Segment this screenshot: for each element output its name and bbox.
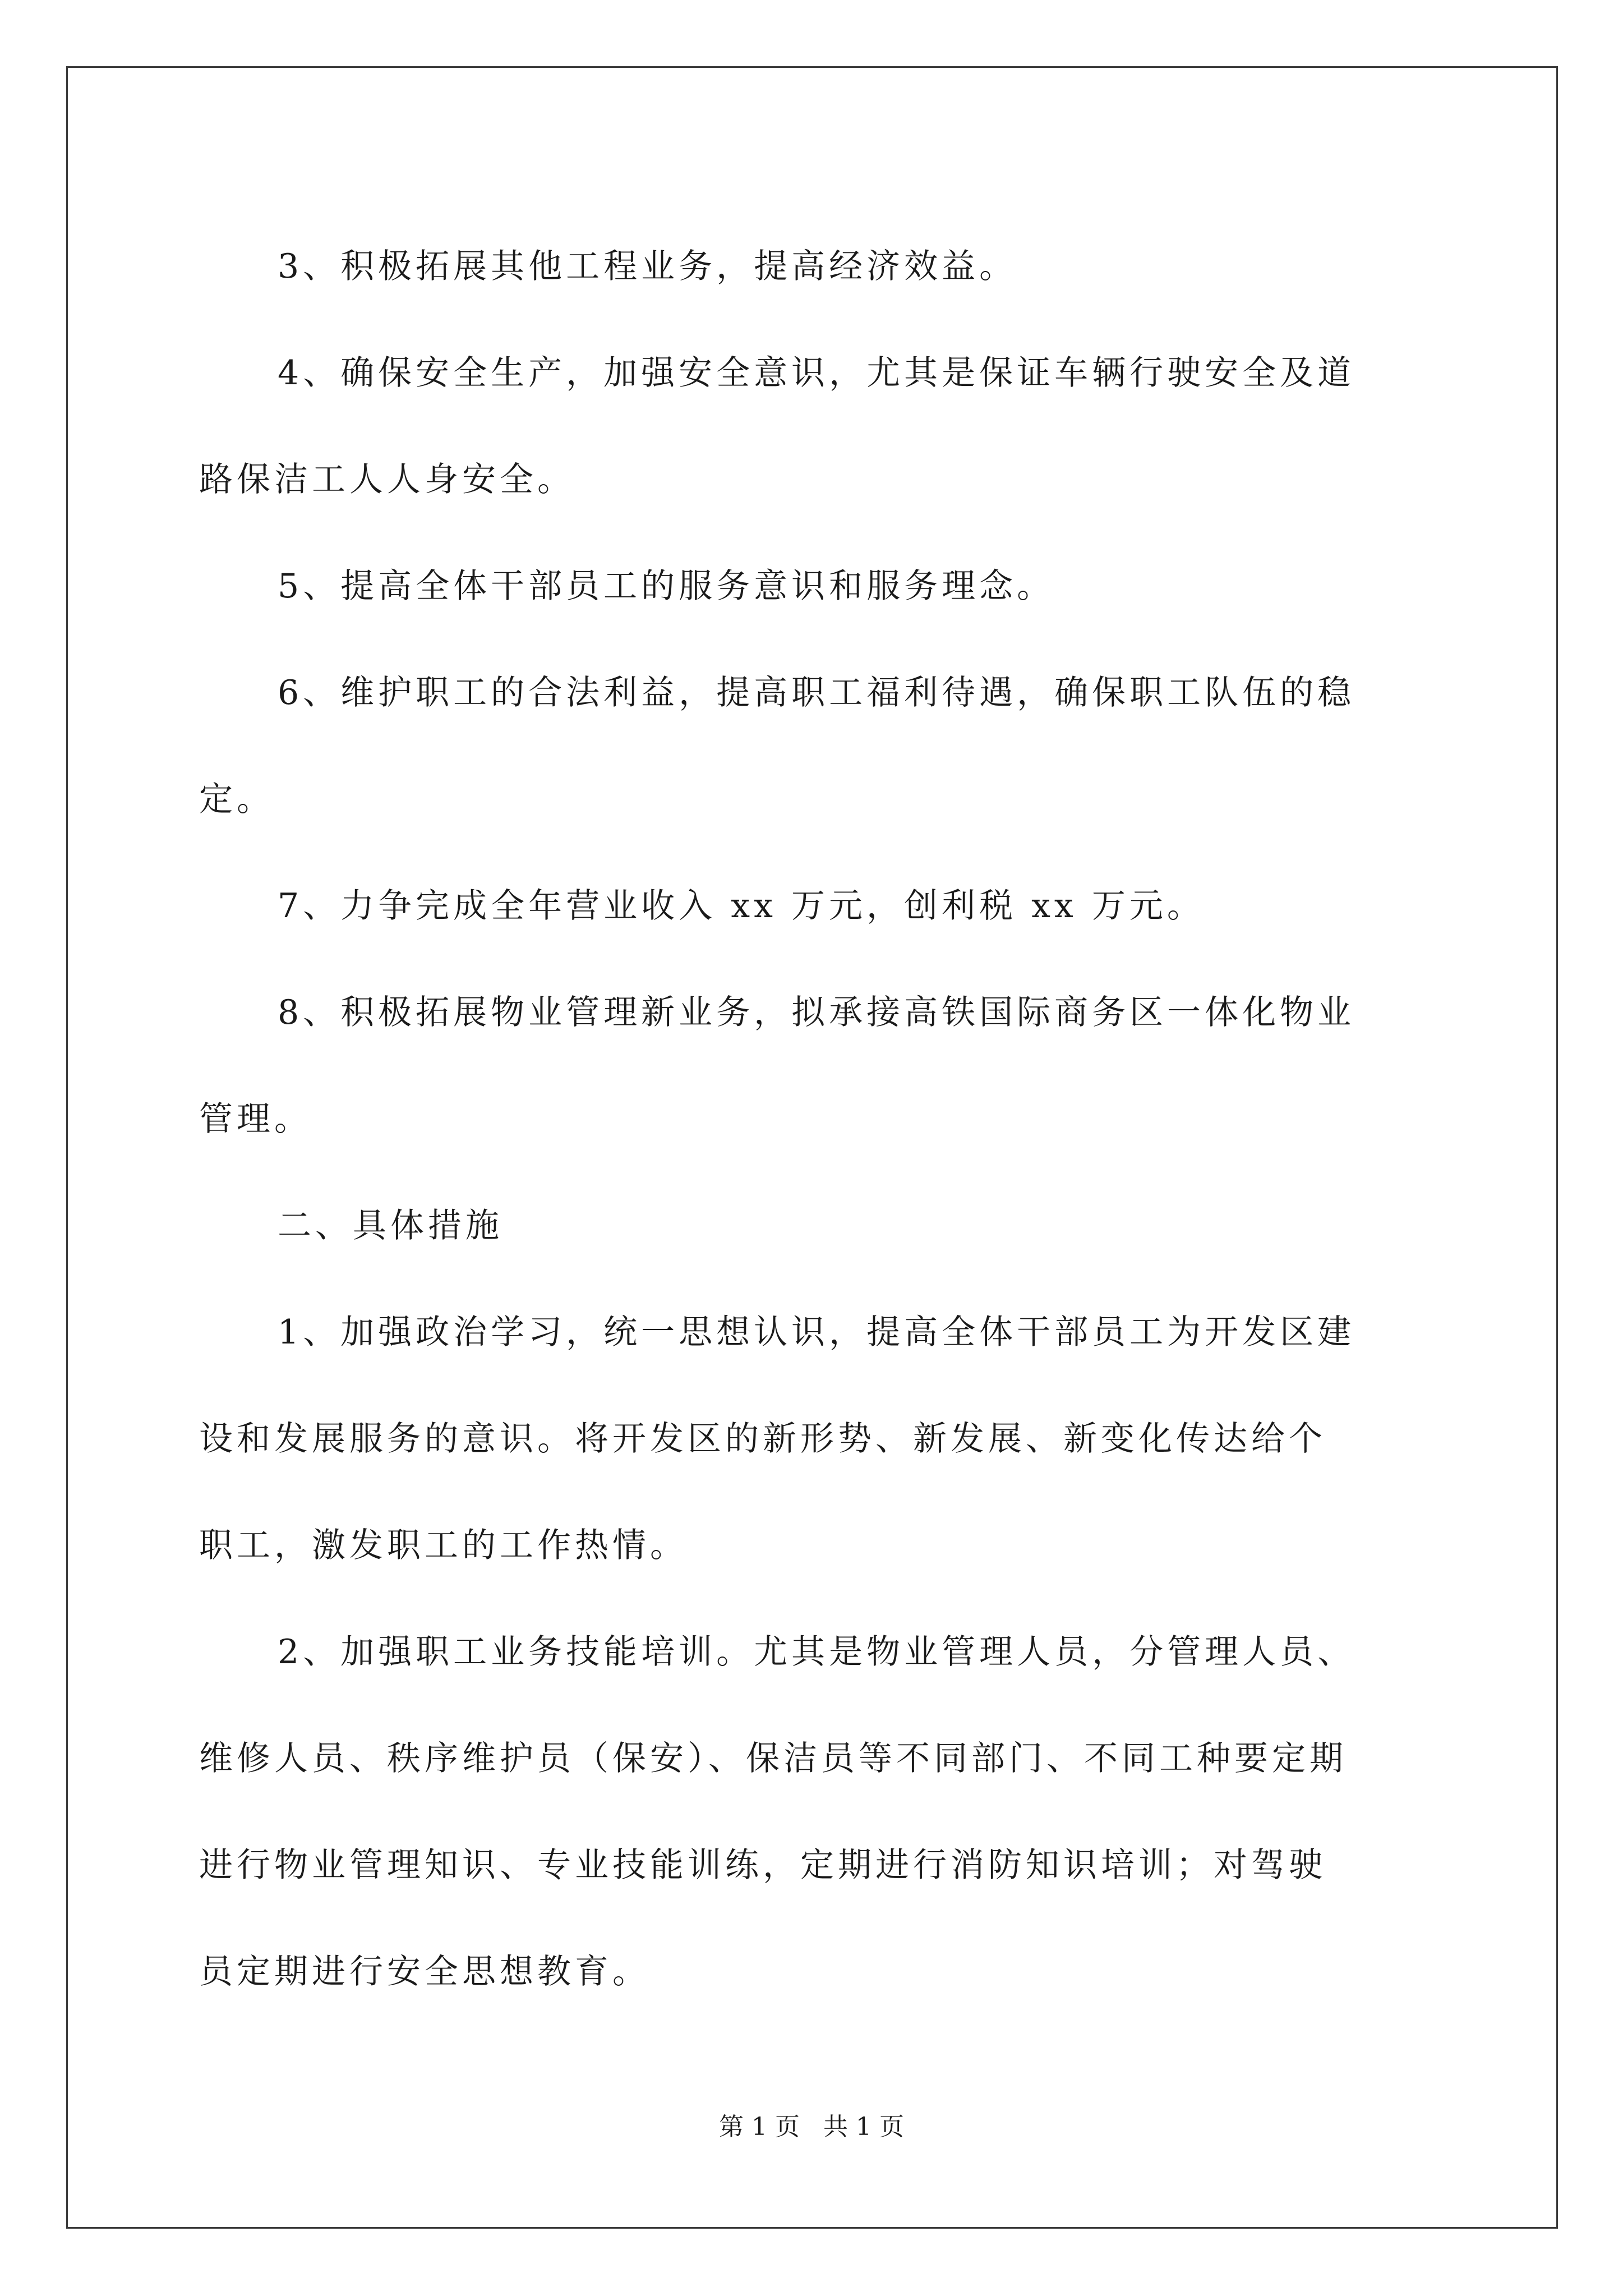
text-line: 管理。: [199, 1099, 312, 1139]
section-heading: 二、具体措施: [278, 1206, 503, 1245]
text-line: 6、维护职工的合法利益，提高职工福利待遇，确保职工队伍的稳: [278, 673, 1355, 712]
text-line: 路保洁工人人身安全。: [199, 460, 575, 499]
text-line: 设和发展服务的意识。将开发区的新形势、新发展、新变化传达给个: [199, 1419, 1326, 1458]
text-line: 7、力争完成全年营业收入 xx 万元，创利税 xx 万元。: [278, 886, 1205, 926]
text-line: 2、加强职工业务技能培训。尤其是物业管理人员，分管理人员、: [278, 1632, 1355, 1672]
text-line: 维修人员、秩序维护员（保安）、保洁员等不同部门、不同工种要定期: [199, 1739, 1347, 1778]
document-body: [199, 213, 1422, 2025]
text-line: 5、提高全体干部员工的服务意识和服务理念。: [278, 567, 1055, 606]
text-line: 进行物业管理知识、专业技能训练，定期进行消防知识培训；对驾驶: [199, 1846, 1326, 1885]
text-line: 1、加强政治学习，统一思想认识，提高全体干部员工为开发区建: [278, 1313, 1355, 1352]
text-line: 8、积极拓展物业管理新业务，拟承接高铁国际商务区一体化物业: [278, 993, 1355, 1032]
text-line: 职工，激发职工的工作热情。: [199, 1526, 688, 1565]
text-line: 员定期进行安全思想教育。: [199, 1952, 650, 1991]
page-footer: 第 1 页 共 1 页: [719, 2113, 904, 2141]
text-line: 4、确保安全生产，加强安全意识，尤其是保证车辆行驶安全及道: [278, 353, 1355, 393]
text-line: 3、积极拓展其他工程业务，提高经济效益。: [278, 247, 1017, 286]
text-line: 定。: [199, 780, 274, 819]
